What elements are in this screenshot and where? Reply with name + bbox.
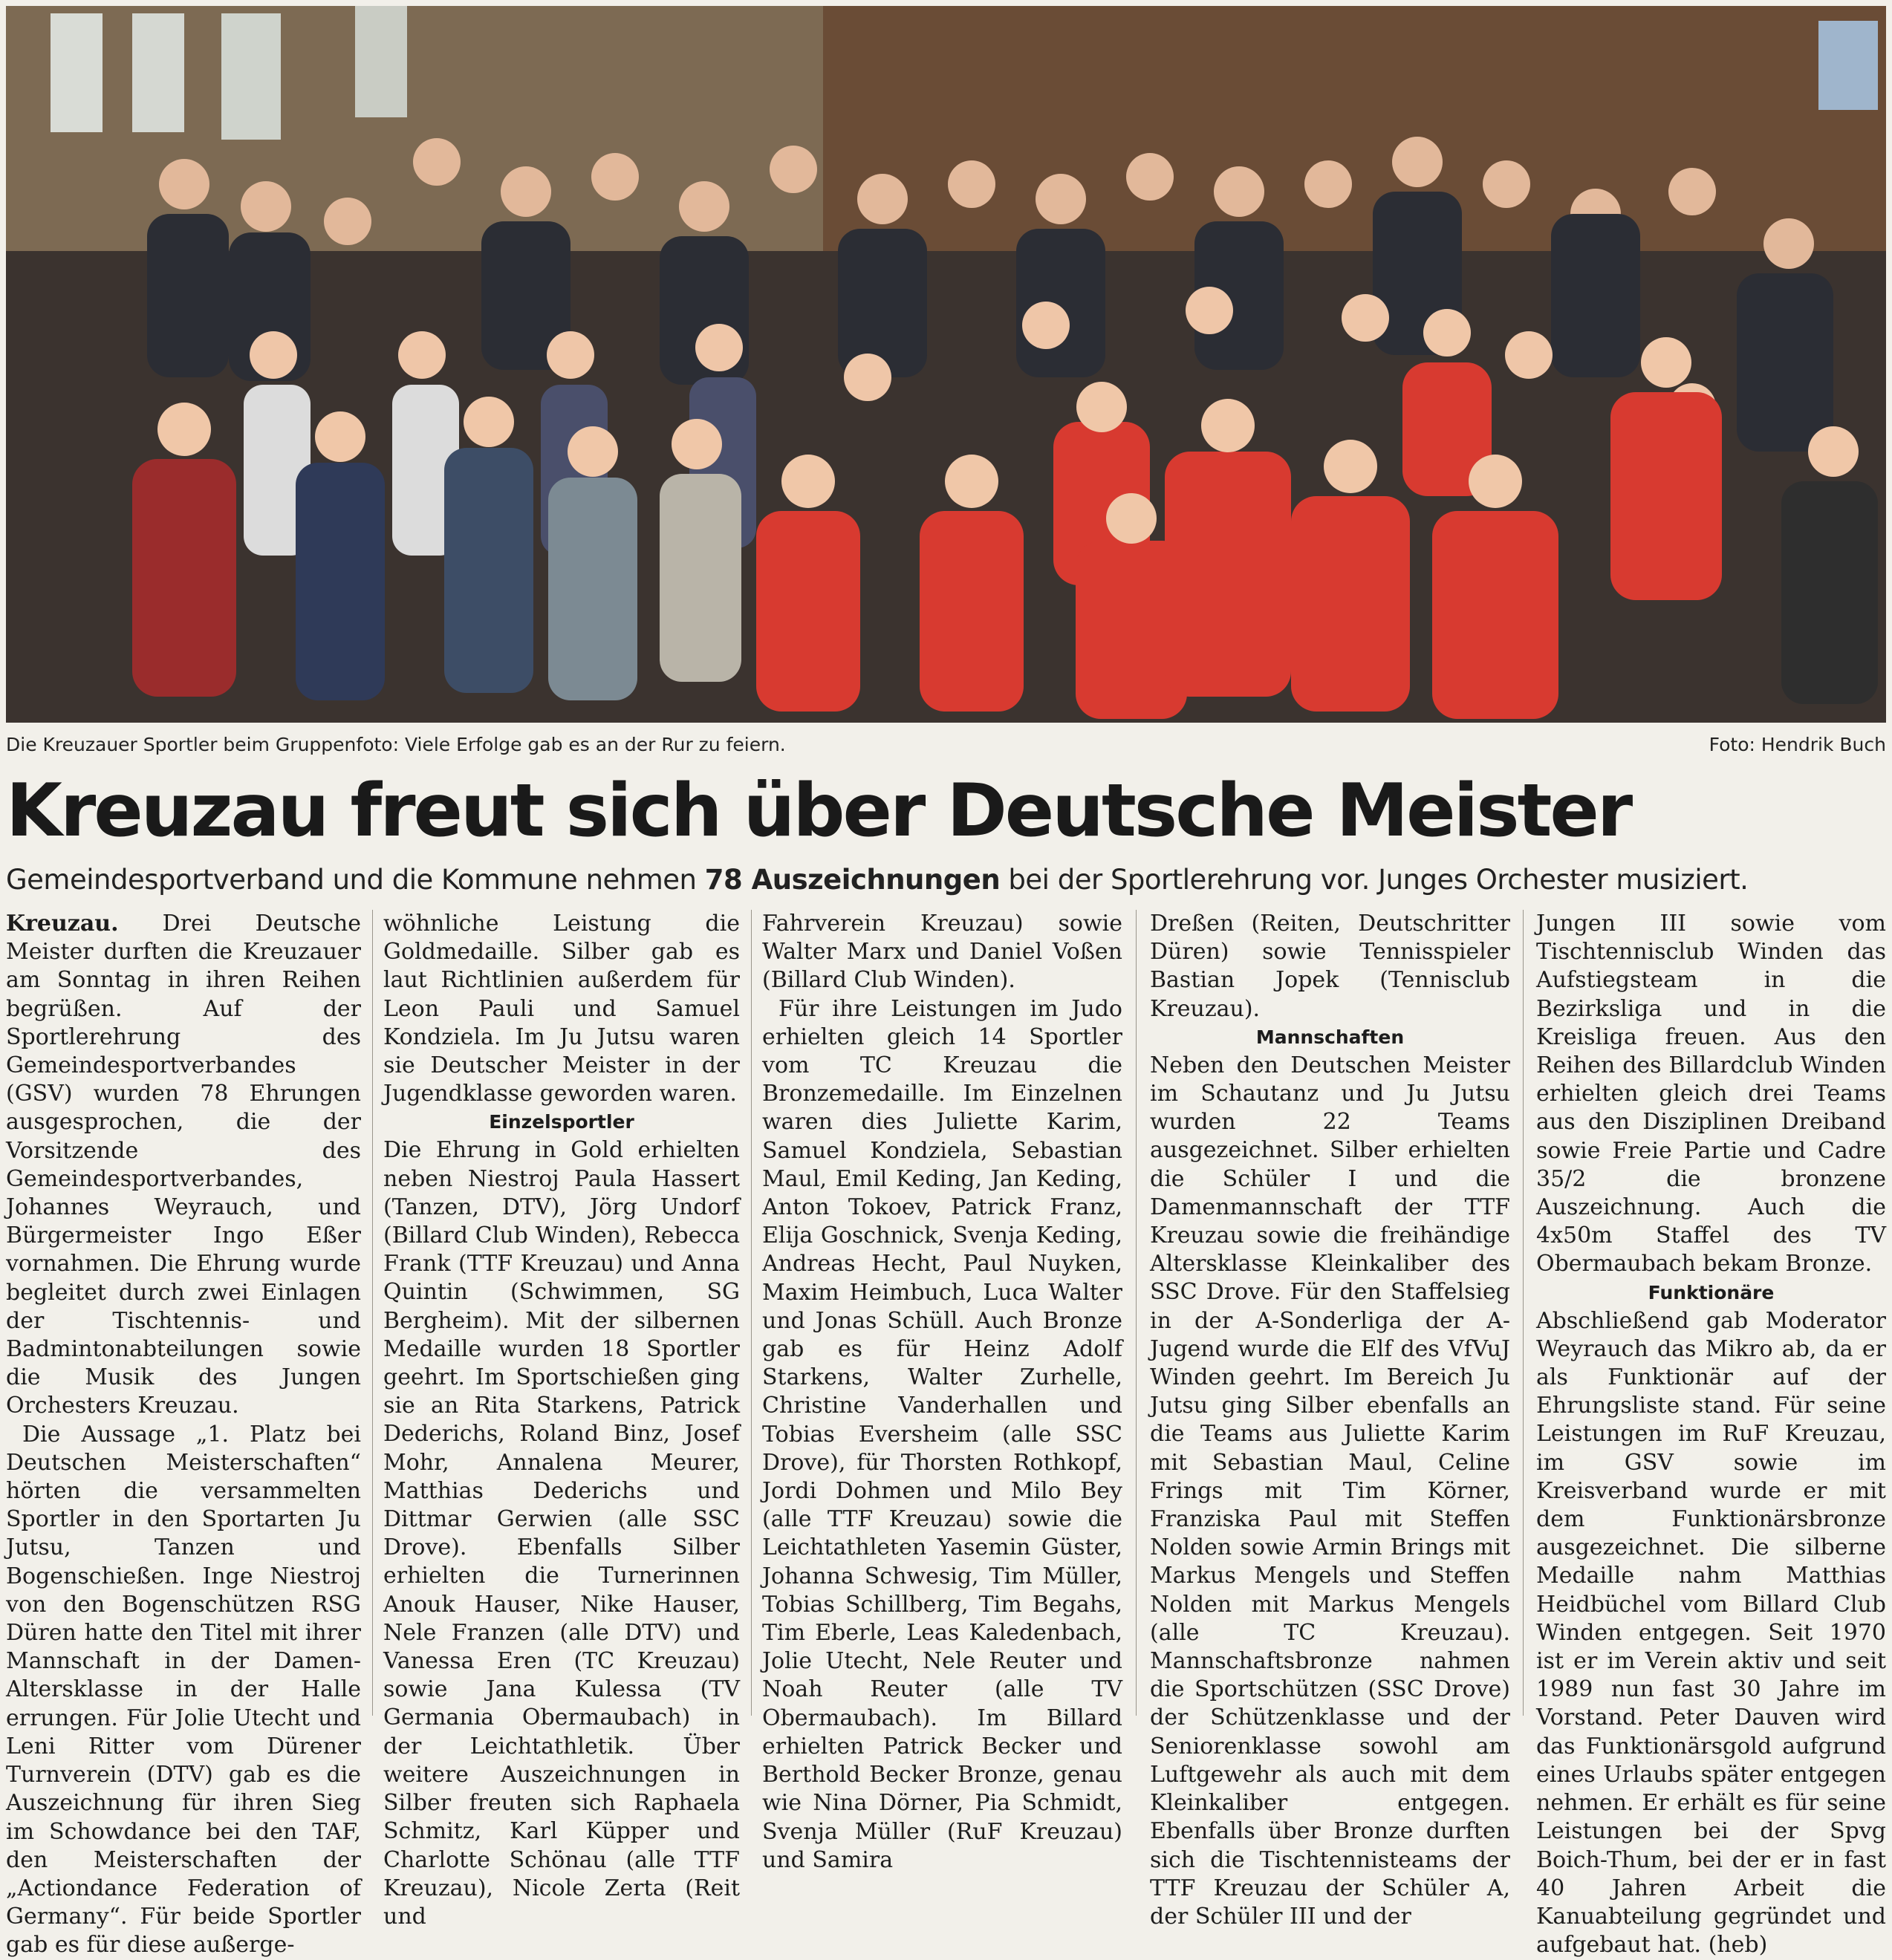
column-divider (751, 910, 752, 1716)
article-paragraph: Für ihre Leistungen im Judo erhielten gleich 14 Sportler vom TC Kreuzau die Bronzemedaille. Im Einzelnen waren dies Juliette Karim, Samuel Kondziela, Sebastian Maul, Emil Keding, Jan Keding, Anton Tokoev, Patrick Franz, Elija Goschnick, Svenja Keding, Andreas Hecht, Paul Nuyken, Maxim Heimbuch, Luca Walter und Jonas Schüll. Auch Bronze gab es für Heinz Adolf Starkens, Walter Zurhelle, Christine Vanderhallen und Tobias Eversheim (alle SSC Drove), für Thorsten Rothkopf, Jordi Dohmen und Milo Bey (alle TTF Kreuzau) sowie die Leichtathleten Yasemin Güster, Johanna Schwesig, Tim Müller, Tobias Schillberg, Tim Begahs, Tim Eberle, Leas Kaledenbach, Jolie Utecht, Nele Reuter und Noah Reuter (alle TV Obermaubach). Im Billard erhielten Patrick Becker und Berthold Becker Bronze, genau wie Nina Dörner, Pia Schmidt, Svenja Müller (RuF Kreuzau) und Samira (762, 995, 1122, 1873)
article-paragraph (6, 910, 361, 1421)
article-paragraph: Die Aussage „1. Platz bei Deutschen Meisterschaften“ hörten die versammelten Sportler in den Sportarten Ju Jutsu, Tanzen und Bogenschießen. Inge Niestroj von den Bogenschützen RSG Düren hatte den Titel mit ihrer Mannschaft in der Damen-Altersklasse in der Halle errungen. Für Jolie Utecht und Leni Ritter vom Dürener Turnverein (DTV) gab es die Auszeichnung für ihren Sieg im Schowdance bei den TAF, den Meisterschaften der „Actiondance Federation of Germany“. Für beide Sportler gab es für diese außerge- (6, 1421, 361, 1959)
article-paragraph: wöhnliche Leistung die Goldmedaille. Silber gab es laut Richtlinien außerdem für Leon Pauli und Samuel Kondziela. Im Ju Jutsu waren sie Deutscher Meister in der Jugendklasse geworden waren. (383, 911, 740, 1107)
article-paragraph: Abschließend gab Moderator Weyrauch das Mikro ab, da er als Funktionär auf der Ehrungsliste stand. Für seine Leistungen im RuF Kreuzau, im GSV sowie im Kreisverband wurde er mit dem Funktionärsbronze ausgezeichnet. Die silberne Medaille nahm Matthias Heidbüchel vom Billard Club Winden entgegen. Seit 1970 ist er im Verein aktiv und seit 1989 nun fast 30 Jahre im Vorstand. Peter Dauven wird das Funktionärsgold aufgrund eines Urlaubs später entgegen nehmen. Er erhält es für seine Leistungen bei der Spvg Boich-Thum, bei der er in fast 40 Jahren Arbeit die Kanuabteilung gegründet und aufgebaut hat. (heb) (1536, 1307, 1886, 1959)
column-divider (1136, 910, 1137, 1716)
column-divider (372, 910, 373, 1716)
article-paragraph: Dreßen (Reiten, Deutschritter Düren) sowie Tennisspieler Bastian Jopek (Tennisclub Kreuzau). (1150, 911, 1510, 1022)
subhead-text-1: Gemeindesportverband und die Kommune nehmen (6, 864, 705, 896)
article-body (6, 910, 1886, 1959)
section-heading: Mannschaften (1255, 1026, 1405, 1048)
section-heading: Funktionäre (1648, 1281, 1775, 1303)
article-paragraph: Fahrverein Kreuzau) sowie Walter Marx und Daniel Voßen (Billard Club Winden). (762, 911, 1122, 994)
subhead-text-2: bei der Sportlerehrung vor. Junges Orchester musiziert. (1000, 864, 1749, 896)
photo-credit: Foto: Hendrik Buch (1709, 734, 1886, 755)
group-photo-illustration (6, 6, 1886, 723)
article-paragraph: Neben den Deutschen Meister im Schautanz und Ju Jutsu wurden 22 Teams ausgezeichnet. Silber erhielten die Schüler I und die Damenmannschaft der TTF Kreuzau sowie die freihändige Altersklasse Kleinkaliber des SSC Drove. Für den Staffelsieg in der A-Sonderliga der A-Jugend wurde die Elf des VfVuJ Winden geehrt. Im Bereich Ju Jutsu ging Silber ebenfalls an die Teams aus Juliette Karim mit Sebastian Maul, Celine Frings mit Tim Körner, Franziska Paul mit Steffen Nolden sowie Armin Brings mit Markus Mengels und Steffen Nolden mit Markus Mengels (alle TC Kreuzau). Mannschaftsbronze nahmen die Sportschützen (SSC Drove) der Schützenklasse und der Seniorenklasse sowohl am Luftgewehr als auch mit dem Kleinkaliber entgegen. Ebenfalls über Bronze durften sich die Tischtennisteams der TTF Kreuzau der Schüler A, der Schüler III und der (1150, 1052, 1510, 1930)
article-paragraph: Die Ehrung in Gold erhielten neben Niestroj Paula Hassert (Tanzen, DTV), Jörg Undorf (Billard Club Winden), Rebecca Frank (TTF Kreuzau) und Anna Quintin (Schwimmen, SG Bergheim). Mit der silbernen Medaille wurden 18 Sportler geehrt. Im Sportschießen ging sie an Rita Starkens, Patrick Dederichs, Roland Binz, Josef Mohr, Annalena Meurer, Matthias Dederichs und Dittmar Gerwien (alle SSC Drove). Ebenfalls Silber erhielten die Turnerinnen Anouk Hauser, Nike Hauser, Nele Franzen (alle DTV) und Vanessa Eren (TC Kreuzau) sowie Jana Kulessa (TV Germania Obermaubach) in der Leichtathletik. Über weitere Auszeichnungen in Silber freuten sich Raphaela Schmitz, Karl Küpper und Charlotte Schönau (alle TTF Kreuzau), Nicole Zerta (Reit und (383, 1137, 740, 1930)
subheadline (6, 862, 1886, 899)
dateline: Kreuzau. (6, 911, 119, 937)
paragraph-text: Drei Deutsche Meister durften die Kreuzauer am Sonntag in ihren Reihen begrüßen. Auf der Sportlerehrung des Gemeindesportverbandes (GSV) wurden 78 Ehrungen ausgesprochen, die der Vorsitzende des Gemeindesportverbandes, Johannes Weyrauch, und Bürgermeister Ingo Eßer vornahmen. Die Ehrung wurde begleitet durch zwei Einlagen der Tischtennis- und Badmintonabteilungen sowie die Musik des Jungen Orchesters Kreuzau. (6, 911, 361, 1419)
photo-caption (6, 734, 1886, 764)
group-photo (6, 6, 1886, 723)
article-paragraph: Jungen III sowie vom Tischtennisclub Winden das Aufstiegsteam in die Bezirksliga und in die Kreisliga freuen. Aus den Reihen des Billardclub Winden erhielten gleich drei Teams aus den Disziplinen Dreiband sowie Freie Partie und Cadre 35/2 die bronzene Auszeichnung. Auch die 4x50m Staffel des TV Obermaubach bekam Bronze. (1536, 911, 1886, 1277)
article-column-1 (6, 910, 361, 1959)
section-heading: Einzelsportler (489, 1111, 634, 1133)
subhead-bold: 78 Auszeichnungen (704, 864, 1001, 896)
article-column-3 (762, 910, 1122, 1873)
column-divider (1523, 910, 1524, 1716)
headline: Kreuzau freut sich über Deutsche Meister (6, 769, 1631, 853)
article-column-2 (383, 910, 740, 1930)
article-column-4 (1150, 910, 1510, 1930)
article-column-5 (1536, 910, 1886, 1959)
caption-text: Die Kreuzauer Sportler beim Gruppenfoto: Viele Erfolge gab es an der Rur zu feiern. (6, 734, 786, 755)
